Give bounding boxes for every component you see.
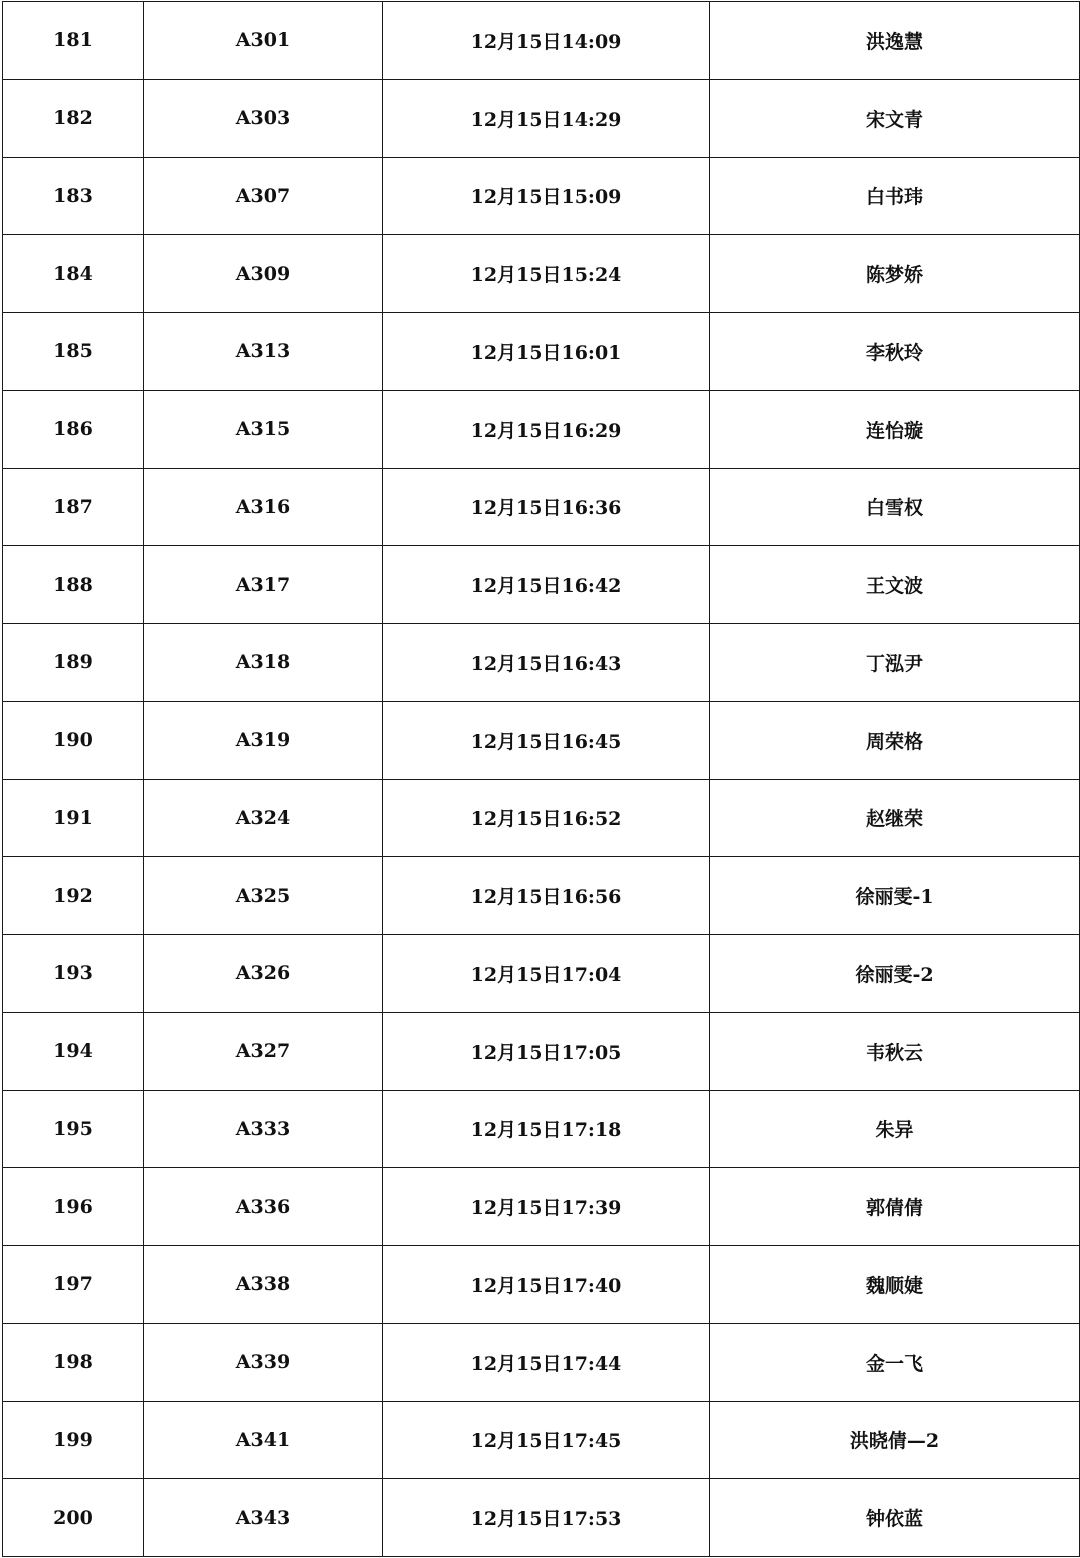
cell-sequence-number: 187 — [3, 468, 144, 546]
cell-code: A315 — [144, 390, 383, 468]
cell-sequence-number: 191 — [3, 779, 144, 857]
table-row — [3, 1479, 1080, 1557]
cell-time: 12月15日17:39 — [383, 1168, 710, 1246]
table-row — [3, 1012, 1080, 1090]
table-row — [3, 935, 1080, 1013]
cell-sequence-number: 190 — [3, 701, 144, 779]
cell-sequence-number: 181 — [3, 2, 144, 80]
table-row — [3, 157, 1080, 235]
cell-name: 金一飞 — [710, 1323, 1080, 1401]
table-row — [3, 857, 1080, 935]
cell-time: 12月15日17:45 — [383, 1401, 710, 1479]
cell-name: 赵继荣 — [710, 779, 1080, 857]
cell-name: 韦秋云 — [710, 1012, 1080, 1090]
cell-sequence-number: 189 — [3, 624, 144, 702]
table-row — [3, 468, 1080, 546]
cell-name: 白雪权 — [710, 468, 1080, 546]
table-row — [3, 235, 1080, 313]
cell-name: 周荣格 — [710, 701, 1080, 779]
cell-name: 宋文青 — [710, 79, 1080, 157]
cell-time: 12月15日16:36 — [383, 468, 710, 546]
table-row — [3, 546, 1080, 624]
cell-code: A339 — [144, 1323, 383, 1401]
cell-time: 12月15日15:09 — [383, 157, 710, 235]
cell-code: A317 — [144, 546, 383, 624]
cell-code: A324 — [144, 779, 383, 857]
cell-code: A301 — [144, 2, 383, 80]
cell-sequence-number: 197 — [3, 1246, 144, 1324]
cell-time: 12月15日14:09 — [383, 2, 710, 80]
cell-code: A313 — [144, 313, 383, 391]
cell-time: 12月15日16:43 — [383, 624, 710, 702]
cell-name: 连怡璇 — [710, 390, 1080, 468]
cell-code: A316 — [144, 468, 383, 546]
cell-code: A326 — [144, 935, 383, 1013]
table-row — [3, 1168, 1080, 1246]
cell-sequence-number: 193 — [3, 935, 144, 1013]
cell-sequence-number: 192 — [3, 857, 144, 935]
cell-time: 12月15日16:01 — [383, 313, 710, 391]
cell-time: 12月15日17:04 — [383, 935, 710, 1013]
cell-sequence-number: 198 — [3, 1323, 144, 1401]
cell-time: 12月15日17:40 — [383, 1246, 710, 1324]
cell-time: 12月15日14:29 — [383, 79, 710, 157]
registration-table — [2, 1, 1080, 1557]
cell-code: A333 — [144, 1090, 383, 1168]
table-row — [3, 1323, 1080, 1401]
cell-time: 12月15日15:24 — [383, 235, 710, 313]
cell-code: A309 — [144, 235, 383, 313]
cell-name: 徐丽雯-2 — [710, 935, 1080, 1013]
cell-name: 郭倩倩 — [710, 1168, 1080, 1246]
table-row — [3, 1246, 1080, 1324]
cell-code: A303 — [144, 79, 383, 157]
cell-time: 12月15日16:29 — [383, 390, 710, 468]
cell-name: 徐丽雯-1 — [710, 857, 1080, 935]
table-row — [3, 2, 1080, 80]
cell-time: 12月15日16:42 — [383, 546, 710, 624]
cell-code: A343 — [144, 1479, 383, 1557]
cell-sequence-number: 195 — [3, 1090, 144, 1168]
cell-name: 白书玮 — [710, 157, 1080, 235]
cell-sequence-number: 194 — [3, 1012, 144, 1090]
table-body — [3, 2, 1080, 1557]
cell-time: 12月15日17:18 — [383, 1090, 710, 1168]
cell-code: A341 — [144, 1401, 383, 1479]
cell-sequence-number: 196 — [3, 1168, 144, 1246]
table-row — [3, 779, 1080, 857]
cell-name: 陈梦娇 — [710, 235, 1080, 313]
cell-name: 李秋玲 — [710, 313, 1080, 391]
cell-code: A318 — [144, 624, 383, 702]
cell-code: A327 — [144, 1012, 383, 1090]
cell-name: 王文波 — [710, 546, 1080, 624]
cell-time: 12月15日16:56 — [383, 857, 710, 935]
table-row — [3, 701, 1080, 779]
table-row — [3, 79, 1080, 157]
cell-time: 12月15日17:53 — [383, 1479, 710, 1557]
cell-name: 钟依蓝 — [710, 1479, 1080, 1557]
cell-time: 12月15日17:05 — [383, 1012, 710, 1090]
cell-code: A307 — [144, 157, 383, 235]
cell-name: 洪逸慧 — [710, 2, 1080, 80]
table-row — [3, 1401, 1080, 1479]
cell-name: 洪晓倩—2 — [710, 1401, 1080, 1479]
cell-code: A325 — [144, 857, 383, 935]
table-row — [3, 1090, 1080, 1168]
table-row — [3, 313, 1080, 391]
cell-sequence-number: 185 — [3, 313, 144, 391]
cell-sequence-number: 184 — [3, 235, 144, 313]
cell-sequence-number: 199 — [3, 1401, 144, 1479]
cell-time: 12月15日16:52 — [383, 779, 710, 857]
cell-name: 朱异 — [710, 1090, 1080, 1168]
cell-time: 12月15日16:45 — [383, 701, 710, 779]
cell-code: A336 — [144, 1168, 383, 1246]
cell-code: A319 — [144, 701, 383, 779]
table-row — [3, 390, 1080, 468]
table-row — [3, 624, 1080, 702]
cell-sequence-number: 182 — [3, 79, 144, 157]
cell-name: 丁泓尹 — [710, 624, 1080, 702]
cell-sequence-number: 188 — [3, 546, 144, 624]
cell-sequence-number: 200 — [3, 1479, 144, 1557]
cell-time: 12月15日17:44 — [383, 1323, 710, 1401]
cell-sequence-number: 186 — [3, 390, 144, 468]
cell-code: A338 — [144, 1246, 383, 1324]
cell-name: 魏顺婕 — [710, 1246, 1080, 1324]
cell-sequence-number: 183 — [3, 157, 144, 235]
